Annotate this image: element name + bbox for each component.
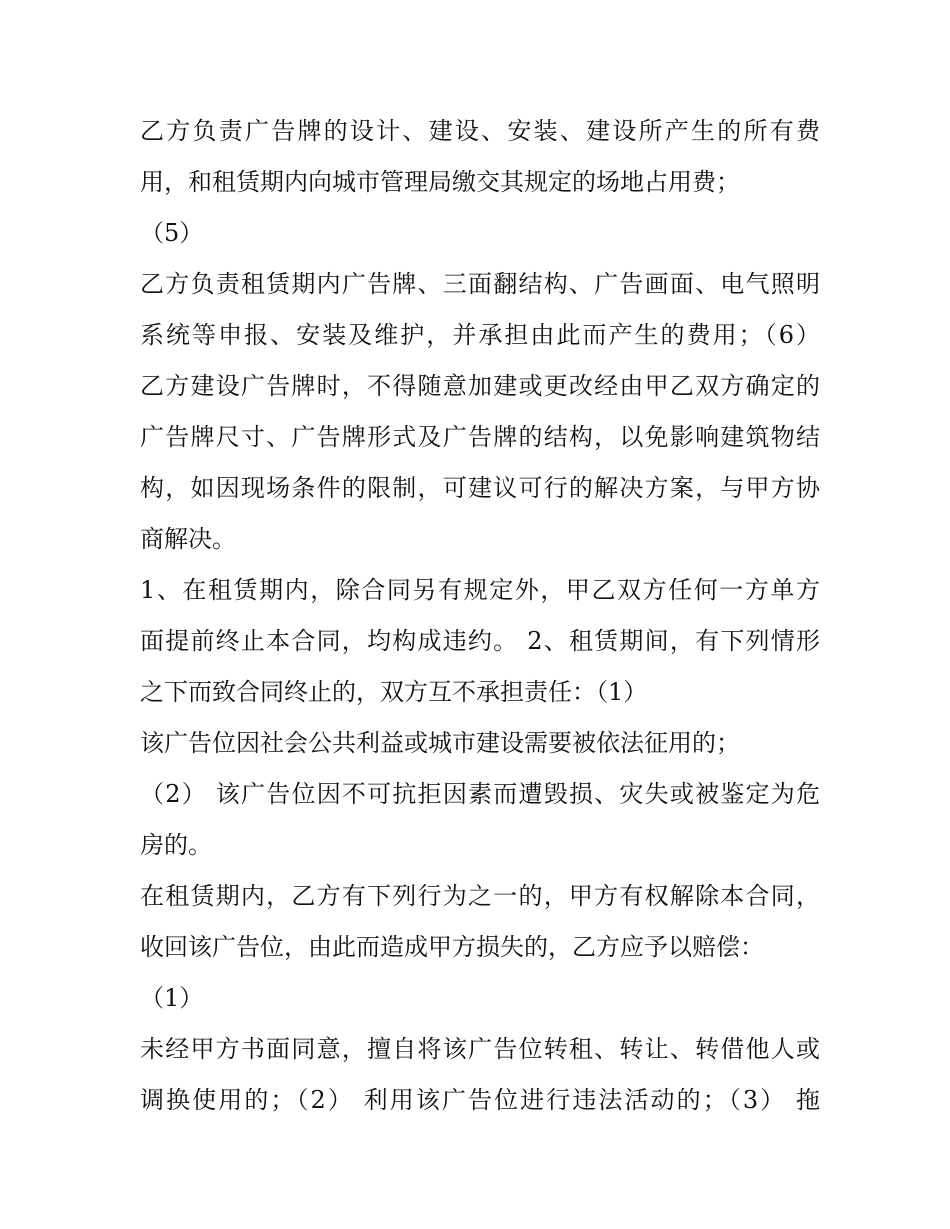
contract-body-text [140,106,820,1126]
text-line: 构，如因现场条件的限制，可建议可行的解决方案，与甲方协 [140,474,820,502]
text-line: 在租赁期内，乙方有下列行为之一的，甲方有权解除本合同， [140,882,820,910]
text-line: （1） [140,984,204,1012]
text-line: 面提前终止本合同，均构成违约。 2、租赁期间，有下列情形 [140,627,820,655]
text-line: 该广告位因社会公共利益或城市建设需要被依法征用的； [140,729,740,757]
text-line: 乙方建设广告牌时，不得随意加建或更改经由甲乙双方确定的 [140,372,820,400]
text-line: 收回该广告位，由此而造成甲方损失的，乙方应予以赔偿： [140,933,764,961]
text-line: 房的。 [140,831,212,859]
text-line: 未经甲方书面同意，擅自将该广告位转租、转让、转借他人或 [140,1035,820,1063]
text-line: （2） 该广告位因不可抗拒因素而遭毁损、灾失或被鉴定为危 [140,780,820,808]
text-line: 乙方负责广告牌的设计、建设、安装、建设所产生的所有费 [140,117,820,145]
text-line: 之下而致合同终止的，双方互不承担责任：（1） [140,678,648,706]
text-line: 调换使用的；（2） 利用该广告位进行违法活动的；（3） 拖 [140,1086,820,1114]
text-line: 广告牌尺寸、广告牌形式及广告牌的结构，以免影响建筑物结 [140,423,820,451]
text-line: （5） [140,219,204,247]
text-line: 商解决。 [140,525,236,553]
text-line: 乙方负责租赁期内广告牌、三面翻结构、广告画面、电气照明 [140,270,820,298]
text-line: 用，和租赁期内向城市管理局缴交其规定的场地占用费； [140,168,740,196]
text-line: 系统等申报、安装及维护，并承担由此而产生的费用；（6） [140,321,820,349]
text-line: 1、在租赁期内，除合同另有规定外，甲乙双方任何一方单方 [140,576,820,604]
